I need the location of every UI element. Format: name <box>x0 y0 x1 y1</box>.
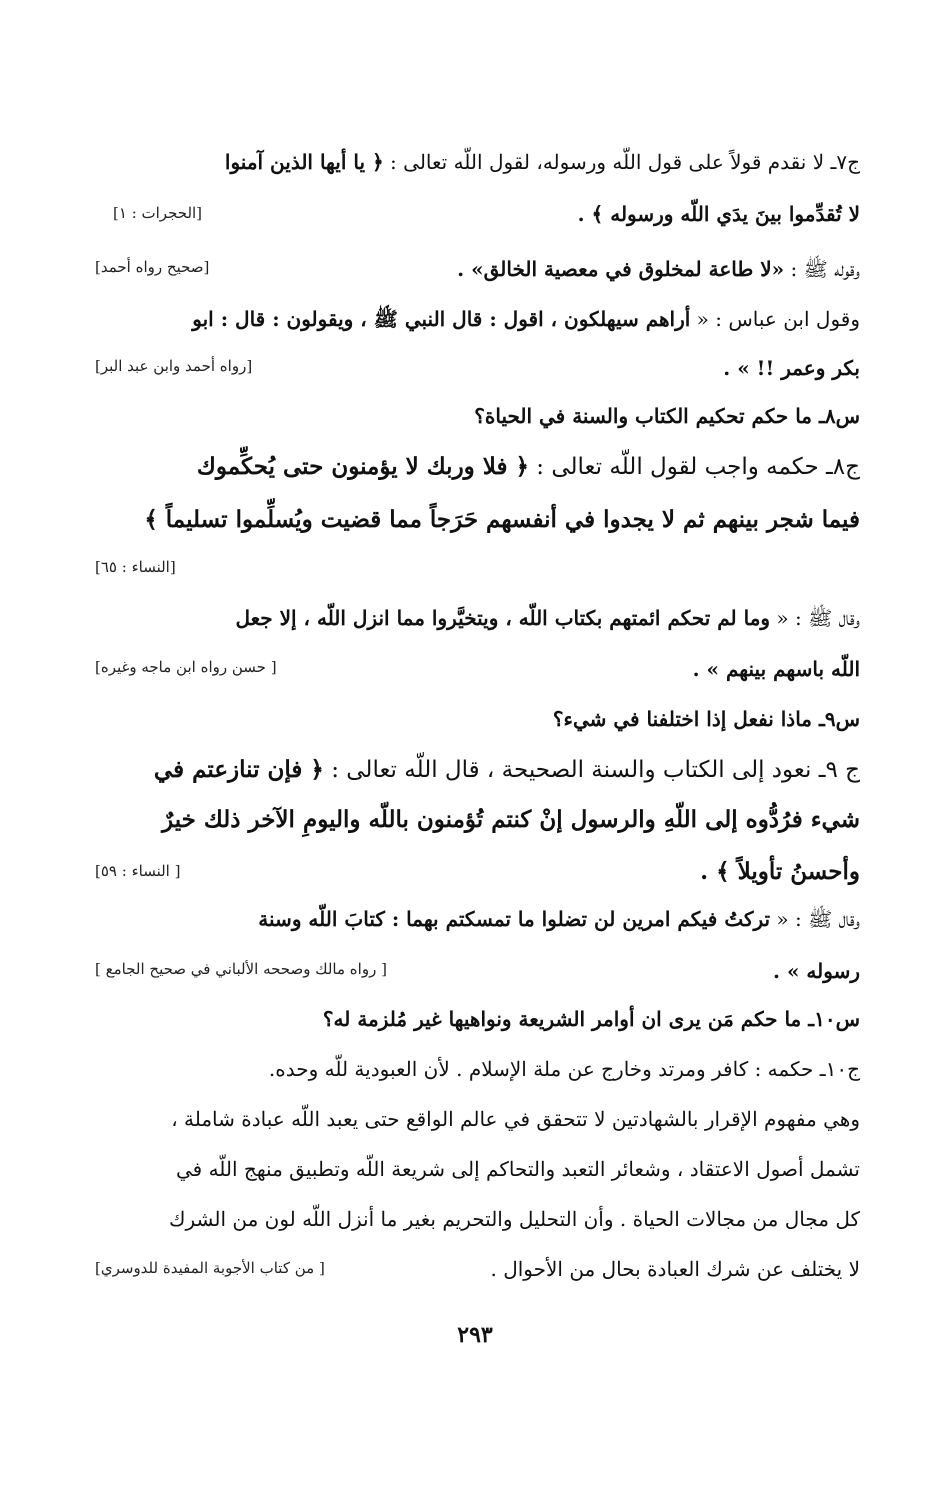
text-regular: ج٨ـ حكمه واجب لقول اللّه تعالى : <box>529 454 860 480</box>
citation: [صحيح رواه أحمد] <box>95 258 210 276</box>
answer-9-line-1 <box>95 750 860 790</box>
hadith-line-1 <box>95 903 860 935</box>
quote: بكر وعمر !! » . <box>723 356 860 380</box>
hadith-line-1 <box>95 602 860 634</box>
quote: أراهم سيهلكون ، اقول : قال النبي ﷺ ، ويقولون : قال : ابو <box>192 307 691 331</box>
answer-7-line-1 <box>95 146 860 178</box>
citation: [ من كتاب الأجوبة المفيدة للدوسري] <box>95 1259 325 1277</box>
question-text: س٨ـ ما حكم تحكيم الكتاب والسنة في الحياة؟ <box>474 404 860 428</box>
citation: [ رواه مالك وصححه الألباني في صحيح الجامع ] <box>95 960 387 978</box>
hadith-quote: وما لم تحكم ائمتهم بكتاب اللّه ، ويتخيَّروا مما انزل اللّه ، إلا جعل <box>235 606 771 630</box>
citation: [ النساء : ٥٩] <box>95 862 181 880</box>
hadith-quote: «لا طاعة لمخلوق في معصية الخالق» . <box>457 257 785 281</box>
text-regular: كل مجال من مجالات الحياة . وأن التحليل والتحريم بغير ما أنزل اللّه لون من الشرك <box>169 1207 860 1231</box>
page-number: ٢٩٣ <box>457 1322 493 1348</box>
citation: [الحجرات : ١] <box>113 204 203 222</box>
text-regular: تشمل أصول الاعتقاد ، وشعائر التعبد والتحاكم إلى شريعة اللّه وتطبيق منهج اللّه في <box>175 1157 860 1181</box>
question-8 <box>95 400 860 432</box>
question-text: س٩ـ ماذا نفعل إذا اختلفنا في شيء؟ <box>552 707 860 731</box>
citation: [النساء : ٦٥] <box>95 558 176 576</box>
text-regular: لا يختلف عن شرك العبادة بحال من الأحوال . <box>490 1257 860 1281</box>
answer-9-line-2 <box>95 800 860 840</box>
text-regular: وقال ﷺ : « <box>770 907 860 931</box>
quran-quote: وأحسنُ تأويلاً ﴾ . <box>700 858 860 885</box>
text-regular: وقال ﷺ : « <box>770 606 860 630</box>
text-regular: ج١٠ـ حكمه : كافر ومرتد وخارج عن ملة الإسلام . لأن العبودية للّه وحده. <box>268 1057 860 1081</box>
text-regular: ج ٩ـ نعود إلى الكتاب والسنة الصحيحة ، قال اللّه تعالى : <box>323 757 860 783</box>
answer-8-line-2 <box>95 500 860 540</box>
answer-10-line-4 <box>95 1203 860 1235</box>
answer-7-line-2 <box>95 198 860 230</box>
answer-10-line-3 <box>95 1153 860 1185</box>
answer-10-line-2 <box>95 1103 860 1135</box>
quran-quote: فيما شجر بينهم ثم لا يجدوا في أنفسهم حَرَجاً مما قضيت ويُسلِّموا تسليماً ﴾ <box>144 506 860 533</box>
text-regular: ج٧ـ لا نقدم قولاً على قول اللّه ورسوله، لقول اللّه تعالى : <box>383 150 860 174</box>
quran-quote: ﴿ فلا وربك لا يؤمنون حتى يُحكِّموك <box>196 453 529 480</box>
hadith-quote: رسوله » . <box>773 959 860 983</box>
text-regular: وهي مفهوم الإقرار بالشهادتين لا تتحقق في عالم الواقع حتى يعبد اللّه عبادة شاملة ، <box>171 1107 860 1131</box>
quran-quote: لا تُقدِّموا بينَ يدَي اللّه ورسوله ﴾ . <box>577 202 860 226</box>
answer-10-line-1 <box>95 1053 860 1085</box>
hadith-quote: اللّه باسهم بينهم » . <box>692 657 860 681</box>
citation: [رواه أحمد وابن عبد البر] <box>95 357 253 375</box>
hadith-line <box>95 253 860 285</box>
text-regular: وقوله ﷺ : <box>784 257 860 281</box>
answer-8-line-1 <box>95 447 860 487</box>
quran-quote: ﴿ يا أيها الذين آمنوا <box>224 150 384 174</box>
quran-quote: ﴿ فإن تنازعتم في <box>153 756 324 783</box>
question-10 <box>95 1003 860 1035</box>
question-9 <box>95 703 860 735</box>
answer-9-line-3 <box>95 852 860 892</box>
ibn-abbas-line-1 <box>95 303 860 335</box>
hadith-quote: تركتُ فيكم امرين لن تضلوا ما تمسكتم بهما : كتابَ اللّه وسنة <box>258 907 771 931</box>
quran-quote: شيء فرُدُّوه إلى اللّهِ والرسول إنْ كنتم تُؤمنون باللّه واليومِ الآخر ذلك خيرٌ <box>162 806 860 833</box>
text-regular: وقول ابن عباس : « <box>690 307 860 331</box>
citation: [ حسن رواه ابن ماجه وغيره] <box>95 658 277 676</box>
question-text: س١٠ـ ما حكم مَن يرى ان أوامر الشريعة ونواهيها غير مُلزمة له؟ <box>322 1007 860 1031</box>
